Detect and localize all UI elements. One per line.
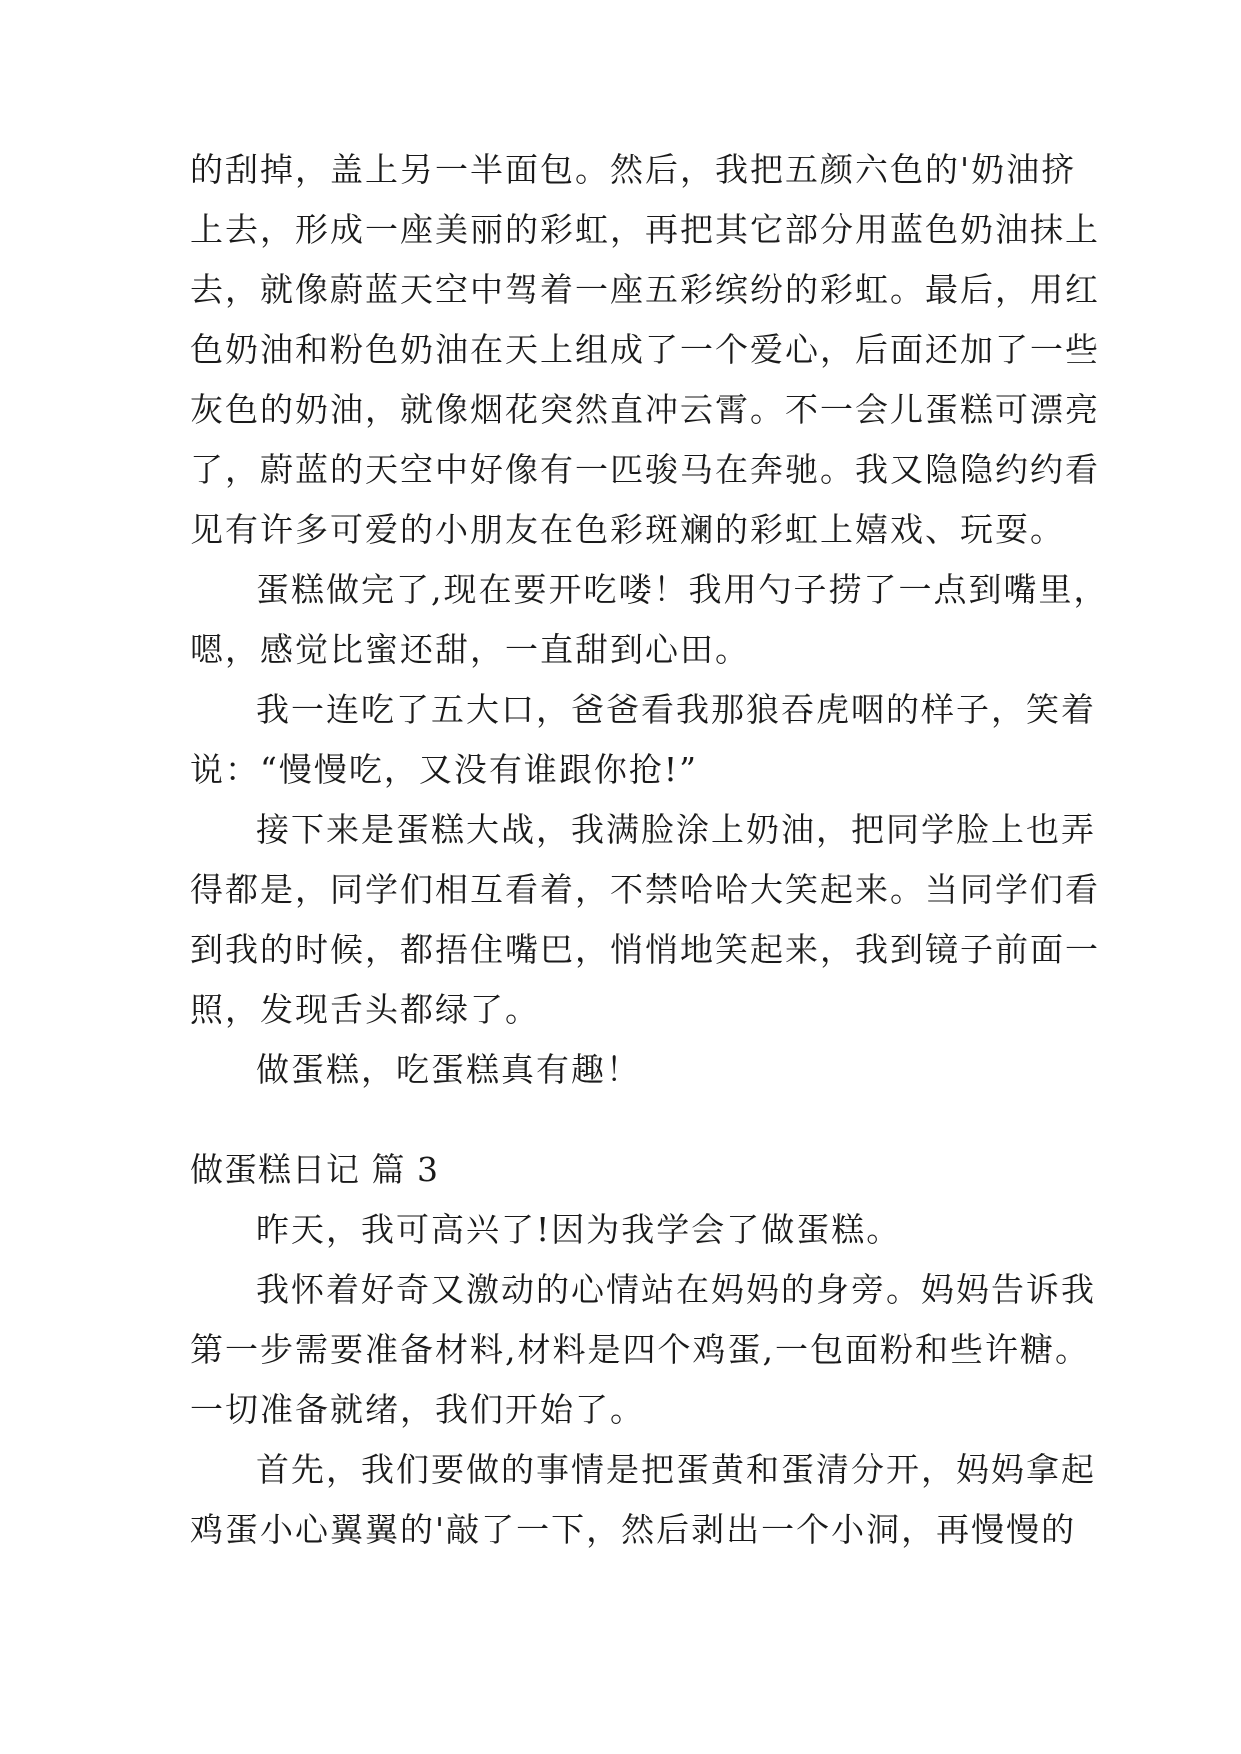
paragraph-line: 鸡蛋小心翼翼的'敲了一下，然后剥出一个小洞，再慢慢的 [190, 1510, 1077, 1549]
paragraph-line: 接下来是蛋糕大战，我满脸涂上奶油，把同学脸上也弄 [256, 810, 1096, 849]
paragraph-line: 了，蔚蓝的天空中好像有一匹骏马在奔驰。我又隐隐约约看 [190, 450, 1100, 489]
section-heading: 做蛋糕日记 篇 3 [190, 1150, 439, 1189]
paragraph-line: 嗯，感觉比蜜还甜，一直甜到心田。 [190, 630, 750, 669]
paragraph-line: 色奶油和粉色奶油在天上组成了一个爱心，后面还加了一些 [190, 330, 1100, 369]
paragraph-line: 做蛋糕，吃蛋糕真有趣！ [256, 1050, 641, 1089]
paragraph-line: 我怀着好奇又激动的心情站在妈妈的身旁。妈妈告诉我 [256, 1270, 1096, 1309]
paragraph-line: 得都是，同学们相互看着，不禁哈哈大笑起来。当同学们看 [190, 870, 1100, 909]
paragraph-line: 我一连吃了五大口，爸爸看我那狼吞虎咽的样子，笑着 [256, 690, 1096, 729]
paragraph-line: 一切准备就绪，我们开始了。 [190, 1390, 645, 1429]
paragraph-line: 第一步需要准备材料,材料是四个鸡蛋,一包面粉和些许糖。 [190, 1330, 1090, 1369]
paragraph-line: 说：“慢慢吃，又没有谁跟你抢!” [190, 750, 699, 789]
paragraph-line: 昨天，我可高兴了!因为我学会了做蛋糕。 [256, 1210, 902, 1249]
paragraph-line: 见有许多可爱的小朋友在色彩斑斓的彩虹上嬉戏、玩耍。 [190, 510, 1065, 549]
paragraph-line: 蛋糕做完了,现在要开吃喽！我用勺子捞了一点到嘴里， [256, 570, 1109, 609]
paragraph-line: 上去，形成一座美丽的彩虹，再把其它部分用蓝色奶油抹上 [190, 210, 1100, 249]
paragraph-line: 首先，我们要做的事情是把蛋黄和蛋清分开，妈妈拿起 [256, 1450, 1096, 1489]
paragraph-line: 的刮掉，盖上另一半面包。然后，我把五颜六色的'奶油挤 [190, 150, 1077, 189]
paragraph-line: 灰色的奶油，就像烟花突然直冲云霄。不一会儿蛋糕可漂亮 [190, 390, 1100, 429]
paragraph-line: 去，就像蔚蓝天空中驾着一座五彩缤纷的彩虹。最后，用红 [190, 270, 1100, 309]
paragraph-line: 到我的时候，都捂住嘴巴，悄悄地笑起来，我到镜子前面一 [190, 930, 1100, 969]
paragraph-line: 照，发现舌头都绿了。 [190, 990, 540, 1029]
